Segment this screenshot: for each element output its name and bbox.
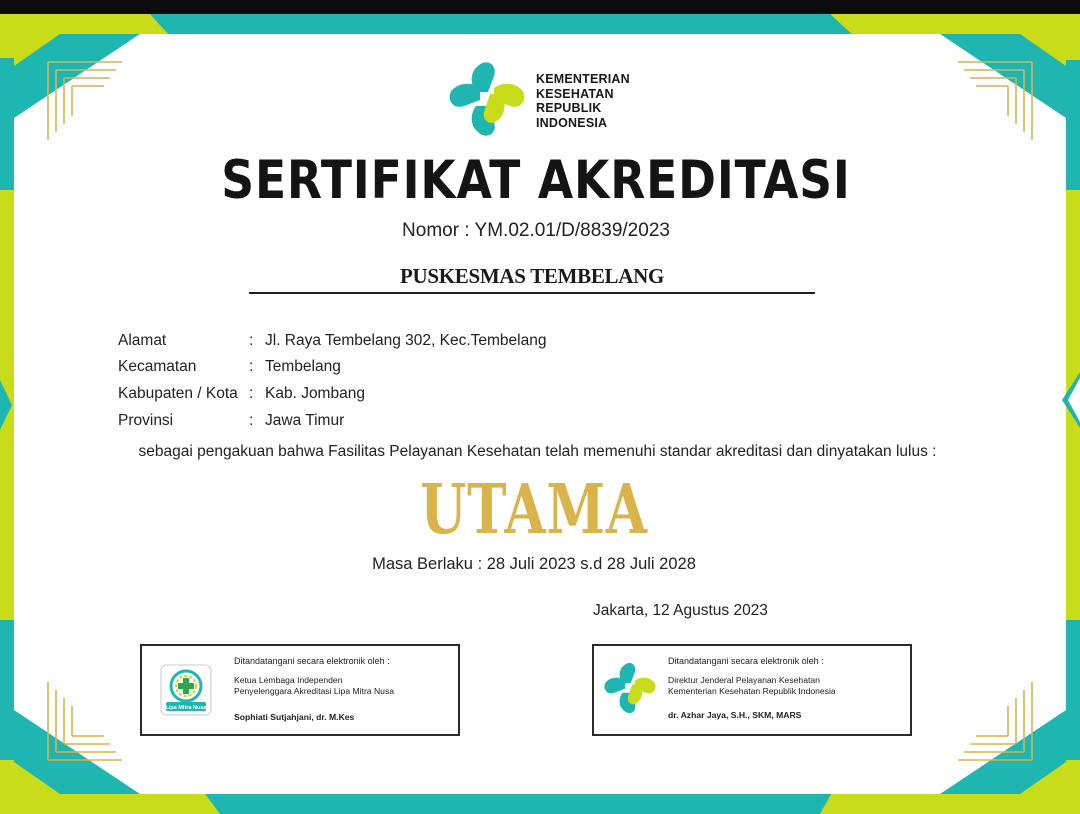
ministry-name-line-3: REPUBLIK bbox=[536, 101, 602, 115]
detail-label-alamat: Alamat bbox=[118, 332, 167, 349]
ministry-name-line-4: INDONESIA bbox=[536, 115, 608, 130]
signature-heading: Ditandatangani secara elektronik oleh : bbox=[234, 656, 390, 666]
accreditation-grade: UTAMA bbox=[420, 470, 648, 550]
signature-role-line-1: Direktur Jenderal Pelayanan Kesehatan bbox=[668, 675, 820, 685]
signatory-name: Sophiati Sutjahjani, dr. M.Kes bbox=[234, 712, 355, 722]
signature-role-line-1: Ketua Lembaga Independen bbox=[234, 675, 343, 685]
signatory-name: dr. Azhar Jaya, S.H., SKM, MARS bbox=[668, 710, 802, 720]
kemenkes-logo-icon bbox=[602, 658, 658, 718]
detail-label-kecamatan: Kecamatan bbox=[118, 358, 197, 375]
lipa-logo-text: Lipa Mitra Nusa bbox=[165, 705, 207, 711]
facility-underline bbox=[249, 292, 815, 294]
detail-label-kabupaten: Kabupaten / Kota bbox=[118, 385, 238, 402]
validity-period: Masa Berlaku : 28 Juli 2023 s.d 28 Juli 2028 bbox=[372, 555, 696, 573]
place-and-date: Jakarta, 12 Agustus 2023 bbox=[593, 602, 768, 619]
certificate-title: SERTIFIKAT AKREDITASI bbox=[221, 150, 851, 211]
detail-value-kabupaten: Kab. Jombang bbox=[265, 385, 365, 402]
detail-value-alamat: Jl. Raya Tembelang 302, Kec.Tembelang bbox=[265, 332, 547, 349]
detail-colon: : bbox=[249, 412, 254, 429]
detail-value-provinsi: Jawa Timur bbox=[265, 412, 345, 429]
ministry-name-line-2: KESEHATAN bbox=[536, 86, 614, 101]
detail-colon: : bbox=[249, 358, 254, 375]
lipa-mitra-nusa-logo-icon bbox=[160, 664, 212, 716]
signature-box-lipa bbox=[140, 644, 460, 736]
certificate-number: Nomor : YM.02.01/D/8839/2023 bbox=[402, 220, 670, 241]
detail-label-provinsi: Provinsi bbox=[118, 412, 174, 429]
signature-heading: Ditandatangani secara elektronik oleh : bbox=[668, 656, 824, 666]
accreditation-statement: sebagai pengakuan bahwa Fasilitas Pelayanan Kesehatan telah memenuhi standar akreditasi dan dinyatakan lulus : bbox=[138, 443, 937, 460]
signature-role-line-2: Kementerian Kesehatan Republik Indonesia bbox=[668, 686, 836, 696]
facility-name: PUSKESMAS TEMBELANG bbox=[399, 264, 665, 288]
ministry-name bbox=[536, 72, 630, 130]
detail-colon: : bbox=[249, 385, 254, 402]
signature-role-line-2: Penyelenggara Akreditasi Lipa Mitra Nusa bbox=[234, 686, 395, 696]
detail-colon: : bbox=[249, 332, 254, 349]
detail-value-kecamatan: Tembelang bbox=[265, 358, 341, 375]
signature-box-kemenkes bbox=[592, 644, 912, 736]
kemenkes-logo-icon bbox=[446, 58, 528, 140]
ministry-name-line-1: KEMENTERIAN bbox=[536, 72, 630, 86]
